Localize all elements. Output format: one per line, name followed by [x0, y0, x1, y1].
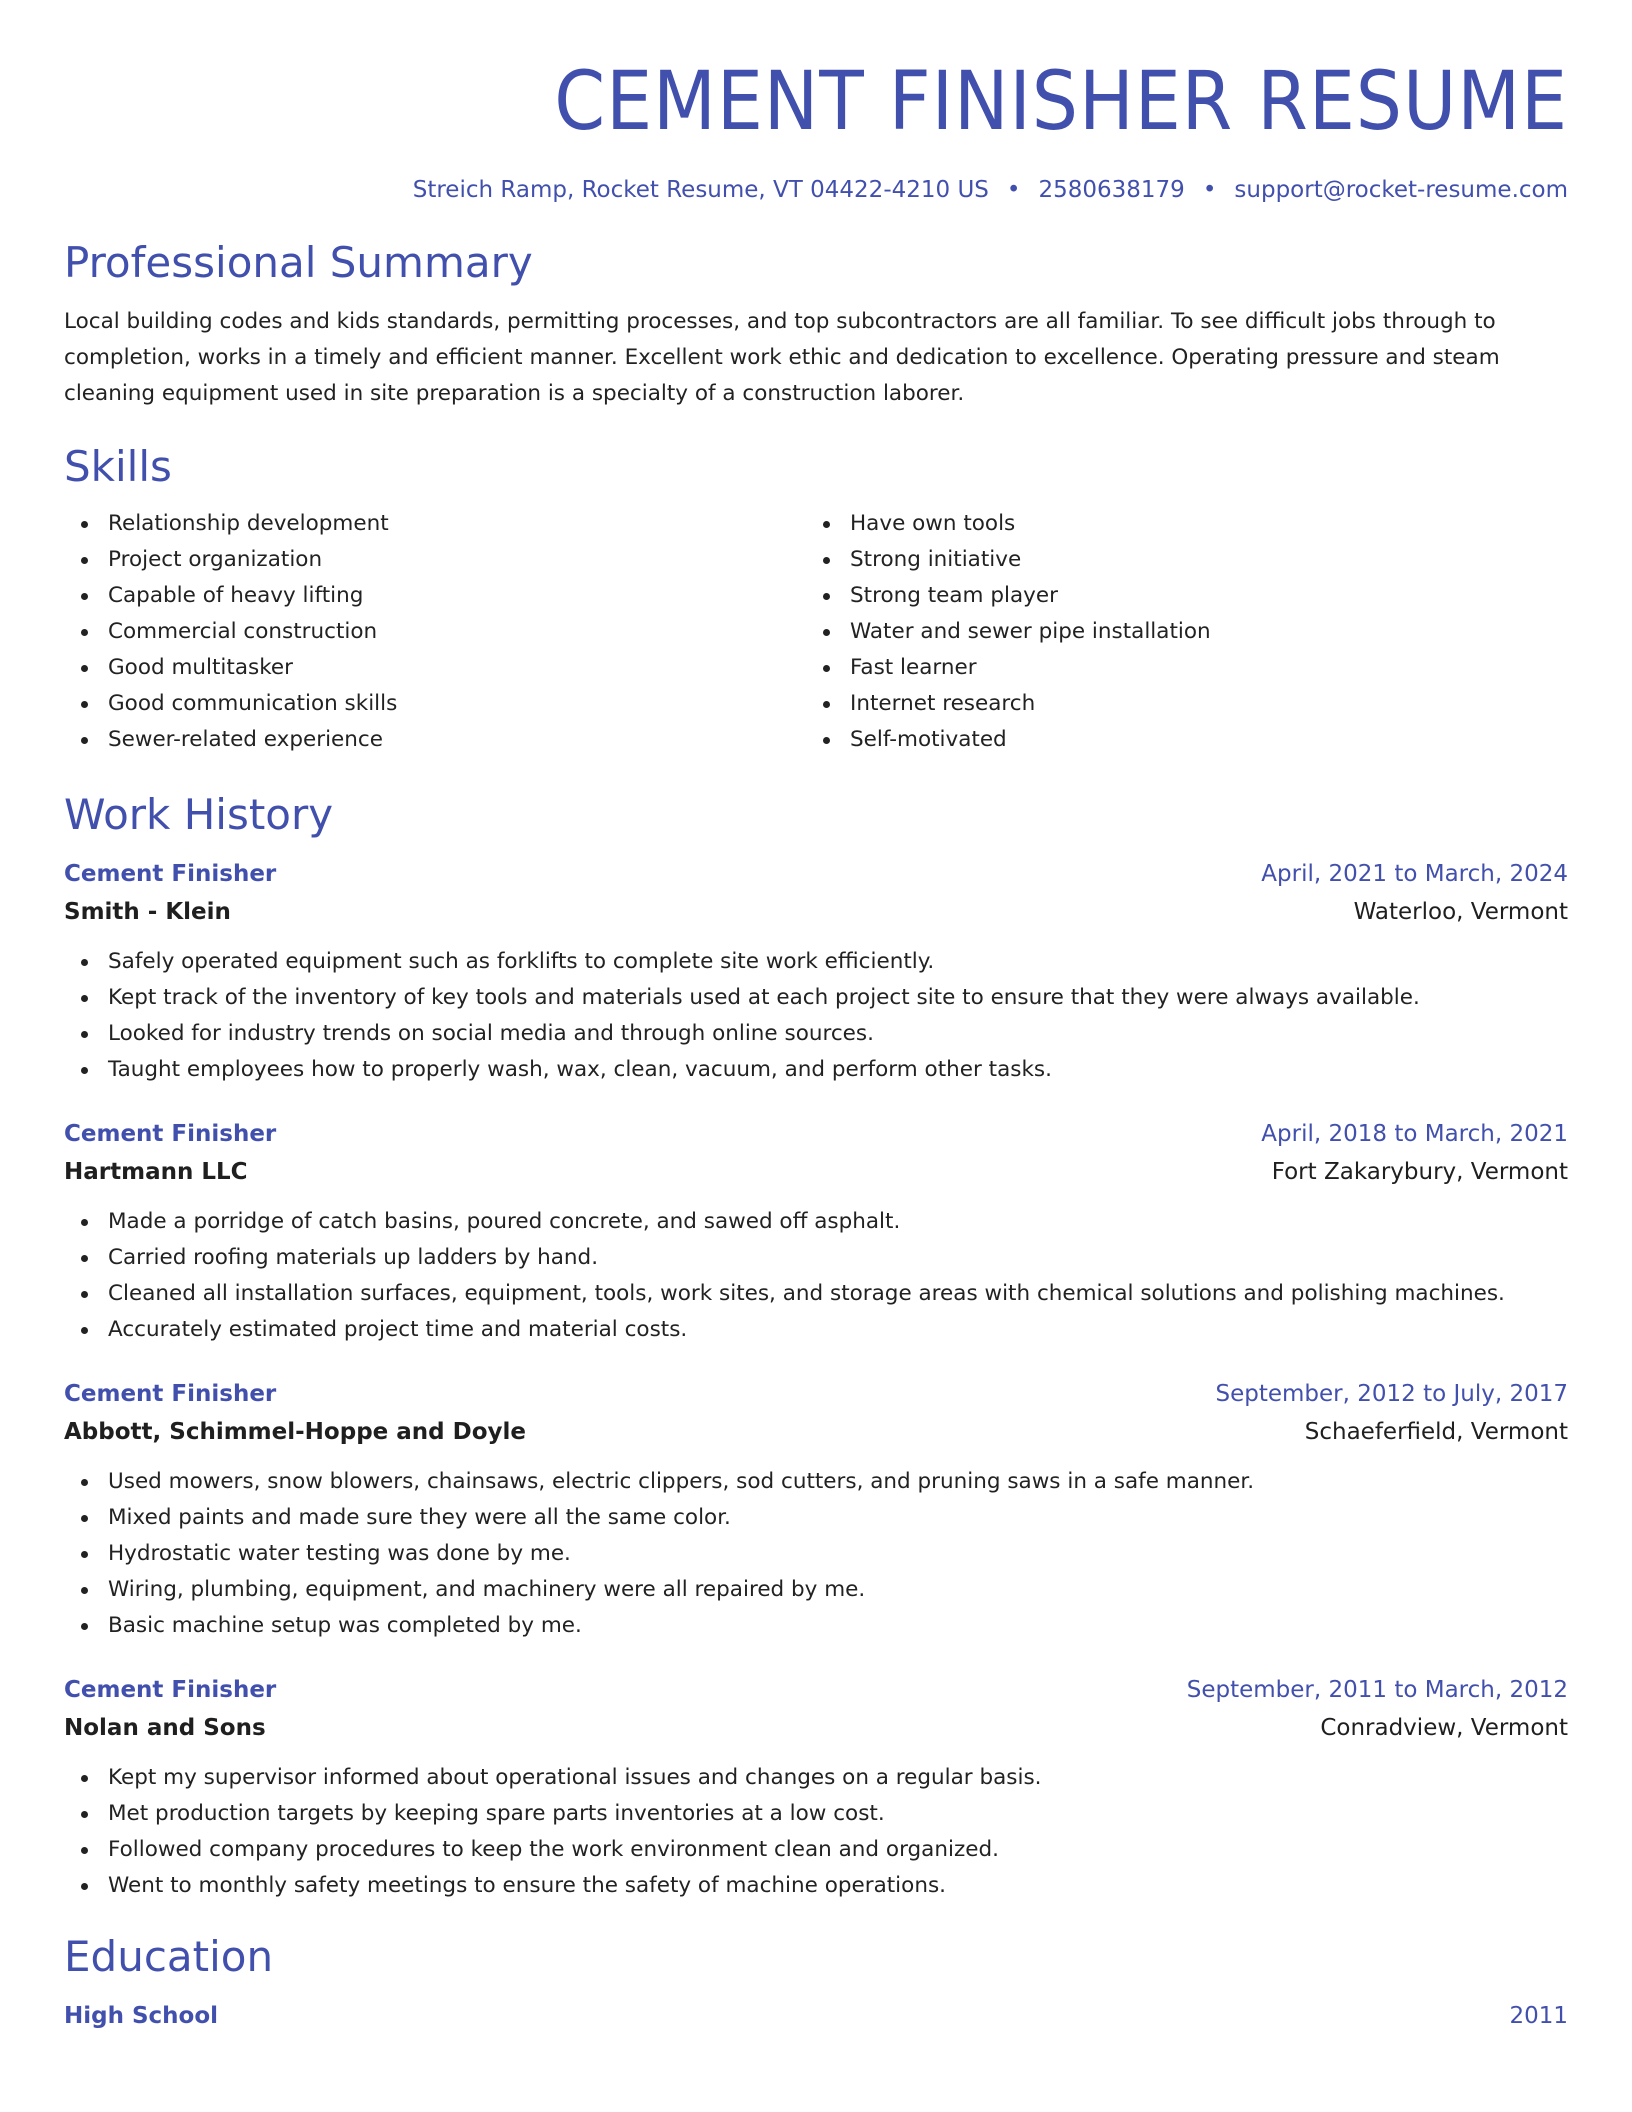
skill-item: Sewer-related experience — [64, 722, 806, 758]
skill-item: Have own tools — [806, 506, 1548, 542]
job-bullets — [64, 1464, 1568, 1644]
skills-heading: Skills — [64, 442, 172, 491]
job-bullet: Looked for industry trends on social media and through online sources. — [64, 1016, 1568, 1052]
contact-phone[interactable]: 2580638179 — [1038, 177, 1185, 203]
job-bullet: Basic machine setup was completed by me. — [64, 1608, 1568, 1644]
skill-item: Project organization — [64, 542, 806, 578]
job-location: Fort Zakarybury, Vermont — [1271, 1159, 1568, 1185]
job-location: Conradview, Vermont — [1320, 1715, 1568, 1741]
contact-line — [64, 174, 1568, 206]
skill-item: Good communication skills — [64, 686, 806, 722]
job-location: Waterloo, Vermont — [1353, 899, 1568, 925]
job-entry — [64, 856, 1568, 1088]
job-bullet: Wiring, plumbing, equipment, and machinery were all repaired by me. — [64, 1572, 1568, 1608]
skills-column-left — [64, 506, 806, 758]
skills-column-right — [806, 506, 1548, 758]
skill-item: Water and sewer pipe installation — [806, 614, 1548, 650]
job-bullet: Kept my supervisor informed about operational issues and changes on a regular basis. — [64, 1760, 1568, 1796]
skill-item: Strong initiative — [806, 542, 1548, 578]
job-bullet: Used mowers, snow blowers, chainsaws, electric clippers, sod cutters, and pruning saws in a safe manner. — [64, 1464, 1568, 1500]
job-entry — [64, 1376, 1568, 1644]
job-dates: April, 2018 to March, 2021 — [1261, 1121, 1568, 1147]
job-company: Nolan and Sons — [64, 1715, 266, 1741]
job-bullet: Safely operated equipment such as forklifts to complete site work efficiently. — [64, 944, 1568, 980]
job-bullets — [64, 1760, 1568, 1904]
job-entry — [64, 1672, 1568, 1904]
skill-item: Strong team player — [806, 578, 1548, 614]
work-history-heading: Work History — [64, 790, 334, 839]
job-bullet: Carried roofing materials up ladders by hand. — [64, 1240, 1568, 1276]
contact-address: Streich Ramp, Rocket Resume, VT 04422-4210 US — [412, 177, 989, 203]
job-dates: September, 2012 to July, 2017 — [1215, 1381, 1568, 1407]
job-bullets — [64, 944, 1568, 1088]
education-heading: Education — [64, 1932, 274, 1981]
skill-item: Fast learner — [806, 650, 1548, 686]
resume-header — [64, 0, 1568, 206]
job-title: Cement Finisher — [64, 1121, 277, 1147]
job-bullet: Kept track of the inventory of key tools and materials used at each project site to ensure that they were always available. — [64, 980, 1568, 1016]
education-entry — [64, 1998, 1568, 2034]
job-bullet: Mixed paints and made sure they were all the same color. — [64, 1500, 1568, 1536]
job-entry — [64, 1116, 1568, 1348]
job-dates: April, 2021 to March, 2024 — [1261, 861, 1568, 887]
education-degree: High School — [64, 2003, 219, 2029]
job-bullet: Made a porridge of catch basins, poured concrete, and sawed off asphalt. — [64, 1204, 1568, 1240]
job-company: Smith - Klein — [64, 899, 231, 925]
resume-title: CEMENT FINISHER RESUME — [554, 55, 1568, 149]
job-bullet: Accurately estimated project time and material costs. — [64, 1312, 1568, 1348]
skill-item: Internet research — [806, 686, 1548, 722]
contact-separator: • — [1006, 177, 1021, 203]
job-dates: September, 2011 to March, 2012 — [1186, 1677, 1568, 1703]
contact-email[interactable]: support@rocket-resume.com — [1234, 177, 1568, 203]
skills-list — [64, 506, 1568, 758]
job-bullet: Followed company procedures to keep the work environment clean and organized. — [64, 1832, 1568, 1868]
summary-text: Local building codes and kids standards, permitting processes, and top subcontractors are all familiar. To see difficult jobs through to completion, works in a timely and efficient manner. Excellent work ethic and dedication to excellence. Operating pressure and steam cleaning equipment used in site preparation is a specialty of a construction laborer. — [64, 309, 1500, 406]
contact-separator: • — [1202, 177, 1217, 203]
education-year: 2011 — [1509, 2003, 1568, 2029]
job-bullet: Taught employees how to properly wash, wax, clean, vacuum, and perform other tasks. — [64, 1052, 1568, 1088]
job-location: Schaeferfield, Vermont — [1304, 1419, 1568, 1445]
job-bullet: Went to monthly safety meetings to ensure the safety of machine operations. — [64, 1868, 1568, 1904]
summary-heading: Professional Summary — [64, 238, 533, 287]
job-bullet: Cleaned all installation surfaces, equipment, tools, work sites, and storage areas with chemical solutions and polishing machines. — [64, 1276, 1568, 1312]
skill-item: Capable of heavy lifting — [64, 578, 806, 614]
job-company: Abbott, Schimmel-Hoppe and Doyle — [64, 1419, 526, 1445]
skill-item: Self-motivated — [806, 722, 1548, 758]
job-bullet: Met production targets by keeping spare parts inventories at a low cost. — [64, 1796, 1568, 1832]
job-bullet: Hydrostatic water testing was done by me. — [64, 1536, 1568, 1572]
skill-item: Good multitasker — [64, 650, 806, 686]
job-title: Cement Finisher — [64, 1677, 277, 1703]
job-title: Cement Finisher — [64, 1381, 277, 1407]
job-company: Hartmann LLC — [64, 1159, 248, 1185]
job-bullets — [64, 1204, 1568, 1348]
skill-item: Commercial construction — [64, 614, 806, 650]
skill-item: Relationship development — [64, 506, 806, 542]
job-title: Cement Finisher — [64, 861, 277, 887]
